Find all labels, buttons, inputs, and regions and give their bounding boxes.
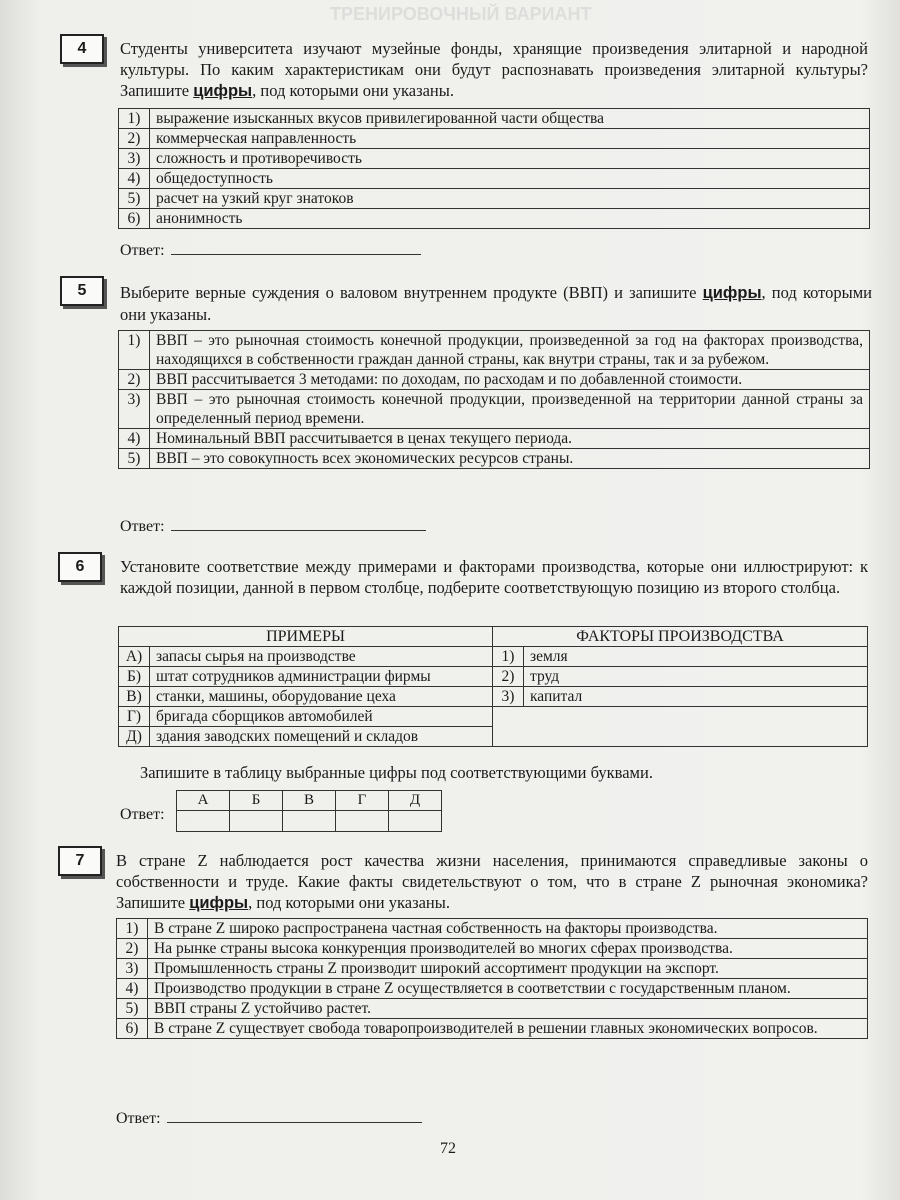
answer-letter: А (177, 791, 230, 811)
option-text: сложность и противоречивость (150, 149, 870, 169)
option-row (117, 979, 868, 999)
option-row (119, 449, 870, 469)
question-4-options (118, 108, 870, 229)
example-letter: Г) (119, 707, 150, 727)
option-row (117, 1019, 868, 1039)
option-number: 2) (119, 370, 150, 390)
digits-emphasis: цифры (193, 82, 253, 100)
matching-row (119, 687, 868, 707)
question-4-answer: Ответ: (120, 240, 421, 260)
question-6-matching-table (118, 626, 868, 747)
factor-number: 3) (493, 687, 524, 707)
factors-header: ФАКТОРЫ ПРОИЗВОДСТВА (493, 627, 868, 647)
answer-cell[interactable] (389, 811, 442, 832)
option-text: ВВП рассчитывается 3 методами: по доходам, по расходам и по добавленной стоимости. (150, 370, 870, 390)
option-text: На рынке страны высока конкуренция производителей во многих сферах производства. (148, 939, 868, 959)
matching-row (119, 707, 868, 727)
example-text: запасы сырья на производстве (150, 647, 493, 667)
question-6-answer-grid (176, 790, 442, 832)
option-number: 1) (119, 331, 150, 370)
example-text: бригада сборщиков автомобилей (150, 707, 493, 727)
example-text: станки, машины, оборудование цеха (150, 687, 493, 707)
option-number: 2) (117, 939, 148, 959)
examples-header: ПРИМЕРЫ (119, 627, 493, 647)
question-5-answer: Ответ: (120, 516, 426, 536)
example-letter: А) (119, 647, 150, 667)
question-6-instruction: Запишите в таблицу выбранные цифры под соответствующими буквами. (140, 763, 653, 782)
factor-text: земля (524, 647, 868, 667)
question-5-options (118, 330, 870, 469)
question-4-number: 4 (60, 34, 104, 64)
option-row (119, 429, 870, 449)
option-row (117, 959, 868, 979)
option-number: 4) (117, 979, 148, 999)
question-4-text: Студенты университета изучают музейные фонды, хранящие произведения элитарной и народной культуры. По каким характеристикам они будут распознавать произведения элитарной культуры? Запишите цифры, под которыми они указаны. (120, 39, 868, 100)
option-row (119, 390, 870, 429)
option-row (119, 149, 870, 169)
question-7-number: 7 (58, 846, 102, 876)
example-text: штат сотрудников администрации фирмы (150, 667, 493, 687)
option-number: 3) (117, 959, 148, 979)
example-letter: Б) (119, 667, 150, 687)
option-row (119, 209, 870, 229)
option-text: Промышленность страны Z производит широкий ассортимент продукции на экспорт. (148, 959, 868, 979)
digits-emphasis: цифры (189, 894, 249, 912)
question-6-number: 6 (58, 552, 102, 582)
answer-cell[interactable] (283, 811, 336, 832)
answer-letter: Б (230, 791, 283, 811)
option-text: выражение изысканных вкусов привилегированной части общества (150, 109, 870, 129)
example-letter: Д) (119, 727, 150, 747)
question-6-text: Установите соответствие между примерами и факторами производства, которые они иллюстрируют: к каждой позиции, данной в первом столбце, подберите соответствующую позицию из второго столбца. (120, 557, 868, 597)
option-row (117, 939, 868, 959)
empty-cell (493, 707, 868, 747)
option-number: 4) (119, 169, 150, 189)
answer-cell[interactable] (230, 811, 283, 832)
bleed-through-text: ТРЕНИРОВОЧНЫЙ ВАРИАНТ (330, 4, 592, 24)
answer-letter: Д (389, 791, 442, 811)
option-text: Номинальный ВВП рассчитывается в ценах текущего периода. (150, 429, 870, 449)
page-number: 72 (440, 1140, 456, 1157)
option-row (117, 999, 868, 1019)
example-text: здания заводских помещений и складов (150, 727, 493, 747)
answer-line[interactable] (171, 516, 426, 531)
answer-line[interactable] (167, 1108, 422, 1123)
option-text: анонимность (150, 209, 870, 229)
option-text: расчет на узкий круг знатоков (150, 189, 870, 209)
option-text: В стране Z существует свобода товаропроизводителей в решении главных экономических вопросов. (148, 1019, 868, 1039)
option-text: Производство продукции в стране Z осуществляется в соответствии с государственным планом. (148, 979, 868, 999)
option-number: 3) (119, 390, 150, 429)
option-row (119, 189, 870, 209)
digits-emphasis: цифры (702, 284, 762, 302)
option-number: 1) (119, 109, 150, 129)
option-text: коммерческая направленность (150, 129, 870, 149)
matching-row (119, 667, 868, 687)
option-number: 3) (119, 149, 150, 169)
option-number: 2) (119, 129, 150, 149)
option-text: В стране Z широко распространена частная собственность на факторы производства. (148, 919, 868, 939)
factor-text: труд (524, 667, 868, 687)
option-row (119, 129, 870, 149)
question-5-text: Выберите верные суждения о валовом внутреннем продукте (ВВП) и запишите цифры, под которыми они указаны. (120, 283, 873, 324)
option-row (119, 370, 870, 390)
question-7-options (116, 918, 868, 1039)
option-text: ВВП – это рыночная стоимость конечной продукции, произведенной за год на факторах производства, находящихся в собственности граждан данной страны, как внутри страны, так и за рубежом. (150, 331, 870, 370)
example-letter: В) (119, 687, 150, 707)
answer-letter: В (283, 791, 336, 811)
question-6-answer-label: Ответ: (120, 806, 165, 823)
question-7-text: В стране Z наблюдается рост качества жизни населения, принимаются справедливые законы о собственности и труде. Какие факты свидетельствуют о том, что в стране Z рыночная экономика? Запишите цифры, под которыми они указаны. (116, 851, 868, 912)
option-text: ВВП страны Z устойчиво растет. (148, 999, 868, 1019)
factor-number: 1) (493, 647, 524, 667)
question-7-answer: Ответ: (116, 1108, 422, 1128)
option-text: ВВП – это совокупность всех экономических ресурсов страны. (150, 449, 870, 469)
option-row (119, 109, 870, 129)
option-number: 5) (117, 999, 148, 1019)
option-number: 6) (119, 209, 150, 229)
option-number: 5) (119, 189, 150, 209)
answer-cell[interactable] (336, 811, 389, 832)
answer-letter: Г (336, 791, 389, 811)
option-number: 5) (119, 449, 150, 469)
answer-cell[interactable] (177, 811, 230, 832)
option-text: общедоступность (150, 169, 870, 189)
option-row (117, 919, 868, 939)
factor-text: капитал (524, 687, 868, 707)
option-text: ВВП – это рыночная стоимость конечной продукции, произведенной на территории данной страны за определенный период времени. (150, 390, 870, 429)
factor-number: 2) (493, 667, 524, 687)
answer-line[interactable] (171, 240, 421, 255)
question-5-number: 5 (60, 276, 104, 306)
option-row (119, 331, 870, 370)
option-row (119, 169, 870, 189)
matching-row (119, 647, 868, 667)
option-number: 6) (117, 1019, 148, 1039)
option-number: 1) (117, 919, 148, 939)
option-number: 4) (119, 429, 150, 449)
